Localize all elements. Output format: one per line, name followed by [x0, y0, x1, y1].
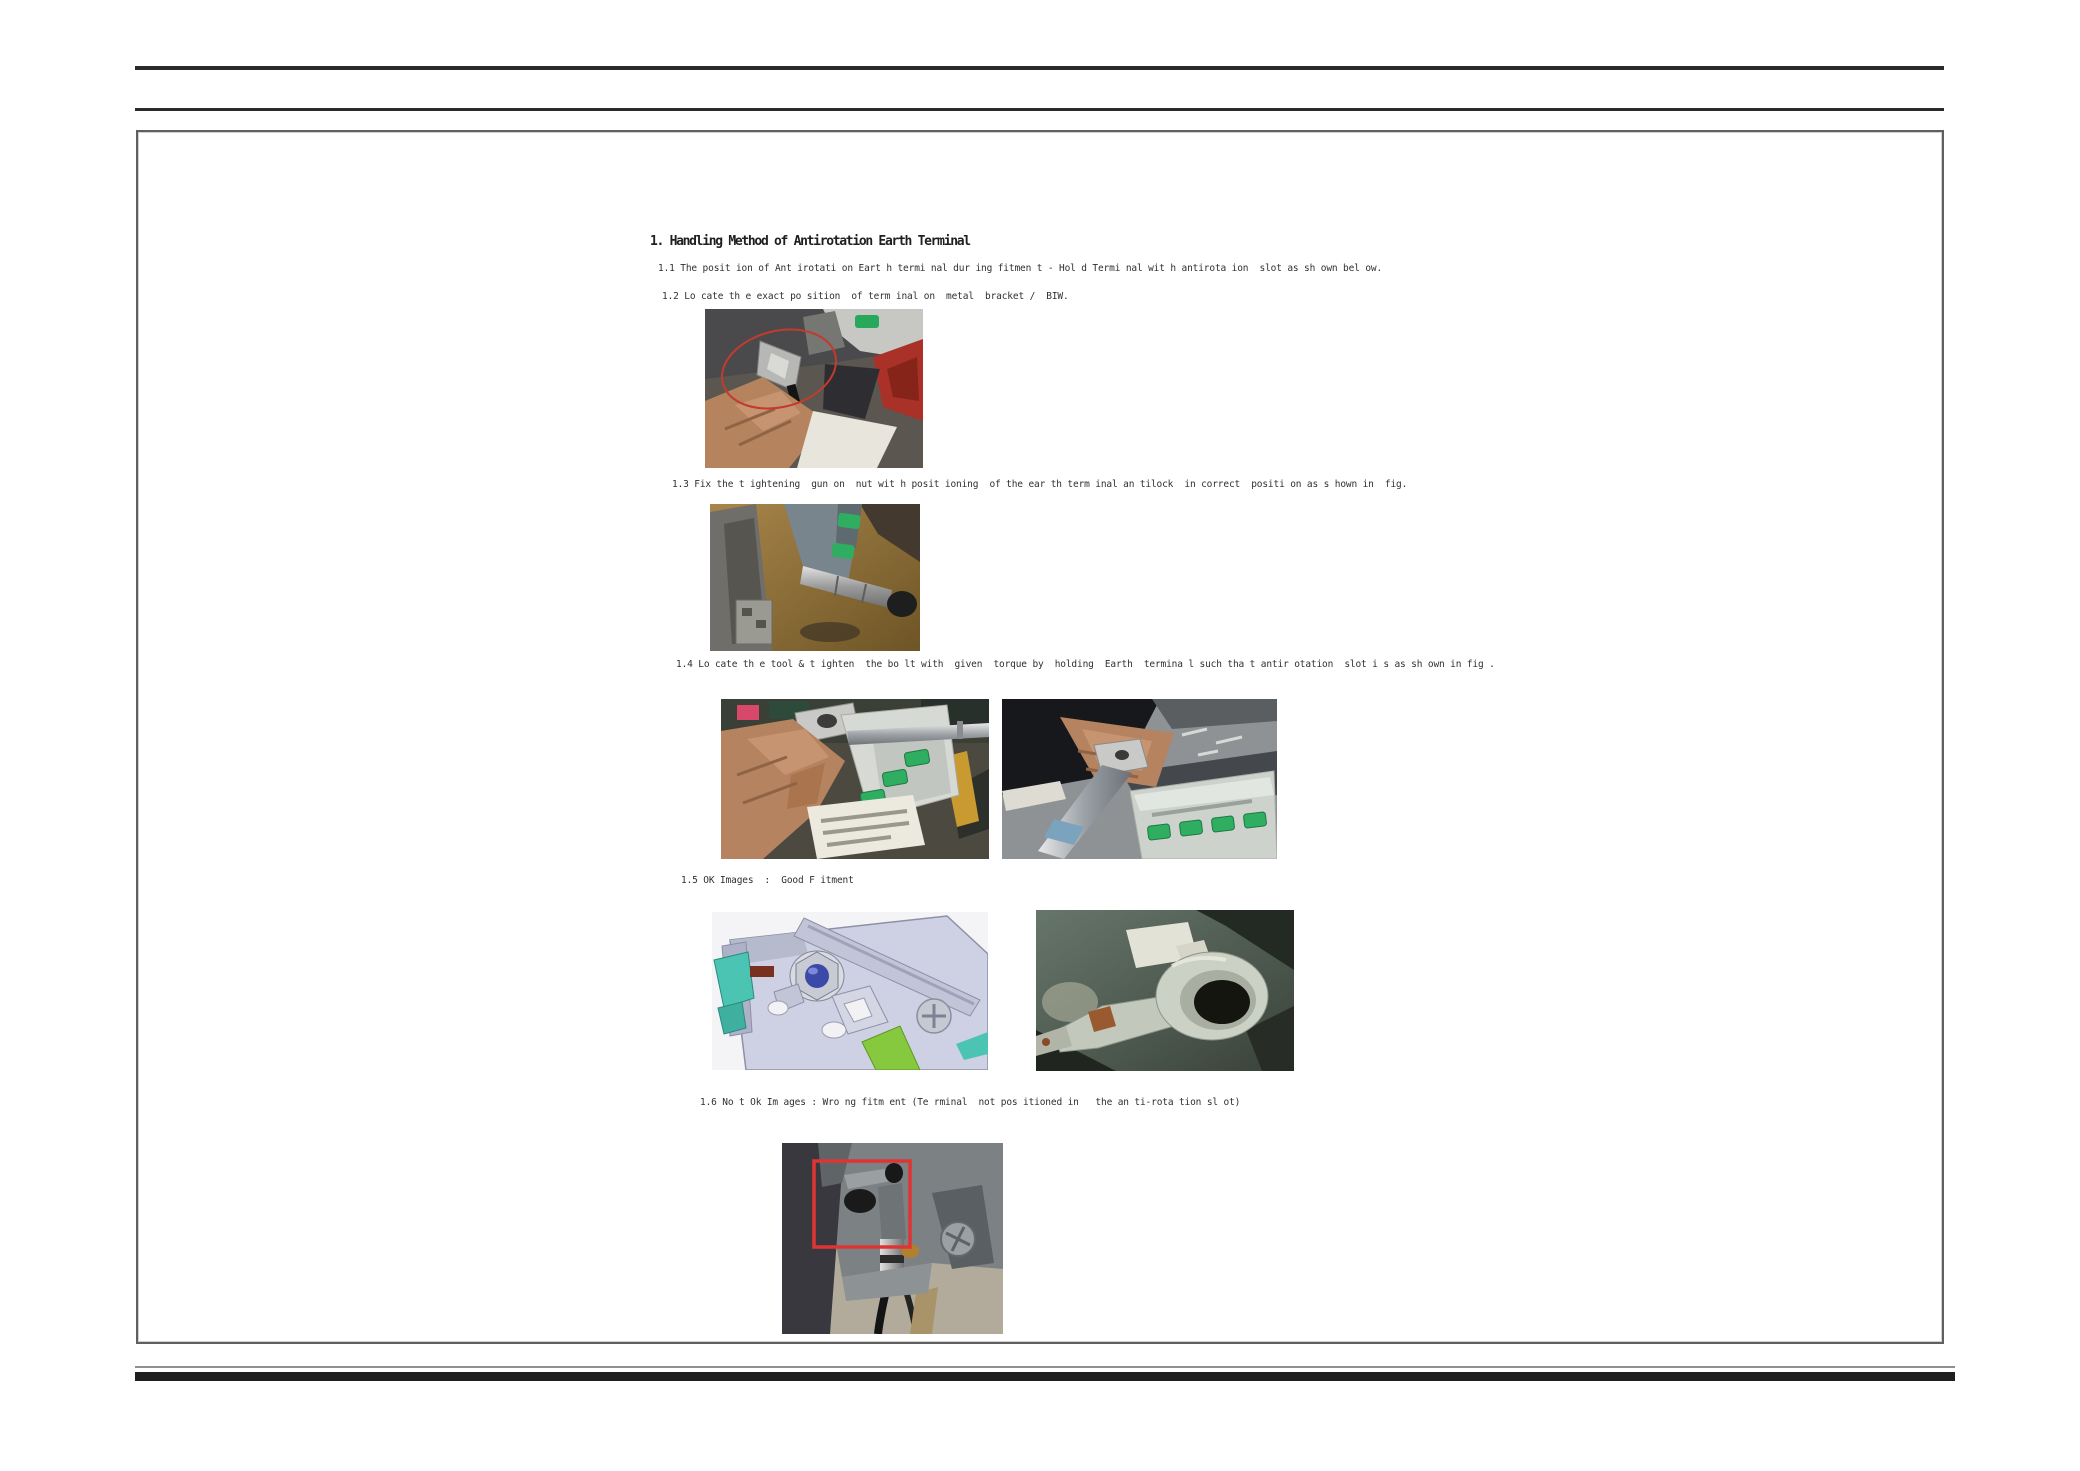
- bottom-rule-thin: [135, 1366, 1955, 1368]
- green-button: [1147, 824, 1171, 841]
- hold-terminal-photo: [705, 309, 923, 468]
- bottom-rule-thick: [135, 1372, 1955, 1381]
- metal-bracket: [736, 600, 772, 644]
- torque-photo-left: [721, 699, 989, 859]
- top-rule-1: [135, 66, 1944, 70]
- ok-fitment-cad: [712, 912, 988, 1070]
- green-button: [1243, 812, 1267, 829]
- step-1-5-text: 1.5 OK Images : Good F itment: [681, 875, 854, 886]
- red-notch: [750, 966, 774, 977]
- page-title: 1. Handling Method of Antirotation Earth Terminal: [650, 234, 970, 249]
- step-1-4-text: 1.4 Lo cate th e tool & t ighten the bo lt with given torque by holding Earth termina l such tha t antir otation slot i s as sh own in fig .: [676, 659, 1495, 670]
- step-1-6-text: 1.6 No t Ok Im ages : Wro ng fitm ent (Te rminal not pos itioned in the an ti-rota tion sl ot): [700, 1097, 1241, 1108]
- figure-torque-right: [1002, 699, 1277, 859]
- figure-ok-cad: [712, 912, 988, 1070]
- figure-wrong-fitment: [782, 1143, 1003, 1334]
- top-rule-2: [135, 108, 1944, 111]
- green-button: [1211, 816, 1235, 833]
- figure-ok-photo: [1036, 910, 1294, 1071]
- pink-object: [737, 705, 759, 720]
- bolt-hole: [1194, 980, 1250, 1024]
- figure-tightening-gun: [710, 504, 920, 651]
- wrong-fitment-photo: [782, 1143, 1003, 1334]
- knob: [887, 591, 917, 617]
- blue-nut-cap: [805, 964, 829, 988]
- terminal-silhouette: [844, 1189, 876, 1213]
- ok-fitment-photo: [1036, 910, 1294, 1071]
- green-button: [855, 315, 879, 328]
- torque-photo-right: [1002, 699, 1277, 859]
- figure-torque-left: [721, 699, 989, 859]
- step-1-1-text: 1.1 The posit ion of Ant irotati on Eart h termi nal dur ing fitmen t - Hol d Termi nal wit h antirota ion slot as sh own bel ow.: [658, 263, 1383, 274]
- figure-hold-terminal: [705, 309, 923, 468]
- step-1-3-text: 1.3 Fix the t ightening gun on nut wit h posit ioning of the ear th term inal an tilock in correct positi on as s hown in fig.: [672, 479, 1408, 490]
- step-1-2-text: 1.2 Lo cate th e exact po sition of term inal on metal bracket / BIW.: [662, 291, 1069, 302]
- green-button: [1179, 820, 1203, 837]
- tightening-gun-photo: [710, 504, 920, 651]
